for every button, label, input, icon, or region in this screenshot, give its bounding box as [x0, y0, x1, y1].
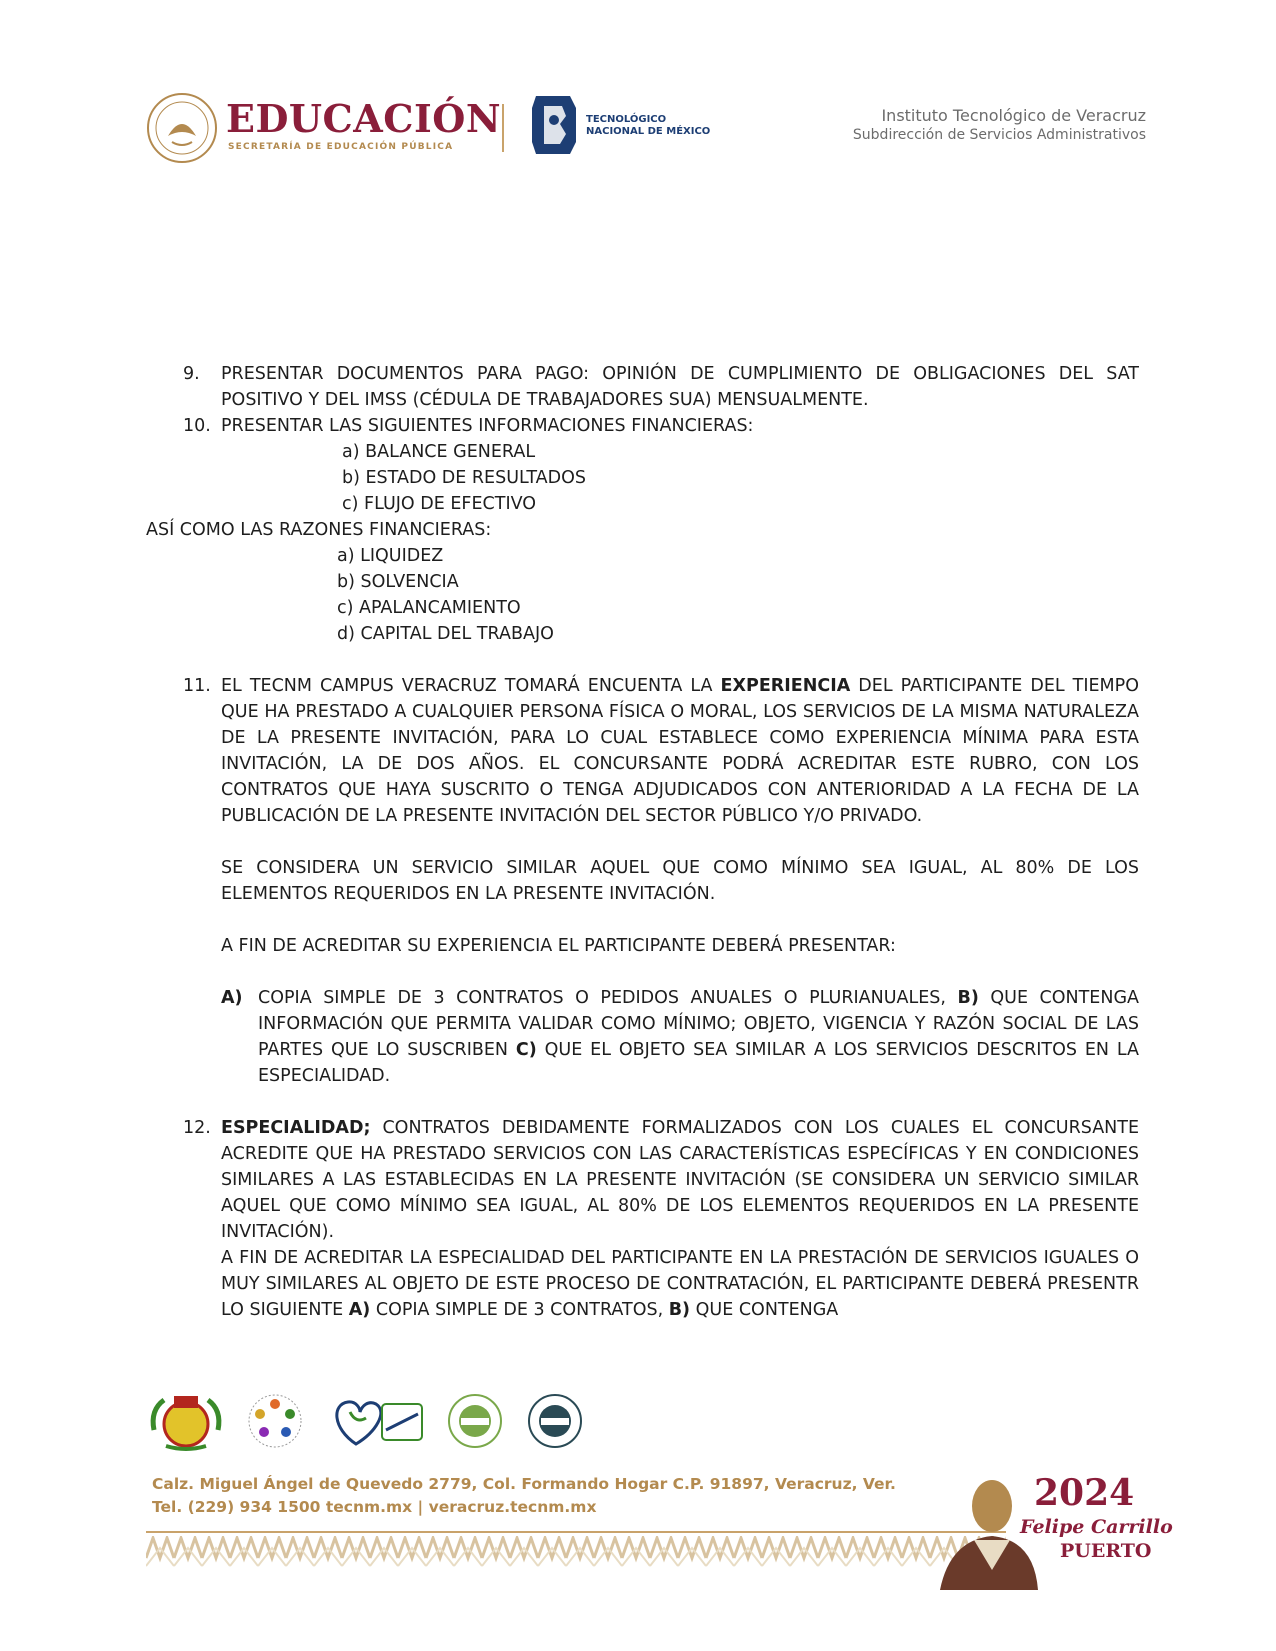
year-name-line2: PUERTO: [1060, 1540, 1152, 1562]
item-text: DEL PARTICIPANTE DEL TIEMPO QUE HA PRESTADO A CUALQUIER PERSONA FÍSICA O MORAL, LOS SERVICIOS DE LA MISMA NATURALEZA DE LA PRESENTE INVITACIÓN, PARA LO CUAL ESTABLECE COMO EXPERIENCIA MÍNIMA PARA ESTA INVITACIÓN, LA DE DOS AÑOS. EL CONCURSANTE PODRÁ ACREDITAR ESTE RUBRO, CON LOS CONTRATOS QUE HAYA SUSCRITO O TENGA ADJUDICADOS CON ANTERIORIDAD A LA FECHA DE LA PUBLICACIÓN DE LA PRESENTE INVITACIÓN DEL SECTOR PÚBLICO Y/O PRIVADO.: [221, 676, 1139, 826]
paragraph: A FIN DE ACREDITAR SU EXPERIENCIA EL PARTICIPANTE DEBERÁ PRESENTAR:: [221, 936, 896, 956]
item-text: EL TECNM CAMPUS VERACRUZ TOMARÁ ENCUENTA LA: [221, 676, 721, 696]
financial-statement: c) FLUJO DE EFECTIVO: [342, 494, 537, 514]
year-name-line1: Felipe Carrillo: [1020, 1516, 1173, 1538]
paragraph-text: COPIA SIMPLE DE 3 CONTRATOS,: [370, 1300, 669, 1320]
footer-address: Calz. Miguel Ángel de Quevedo 2779, Col. Formando Hogar C.P. 91897, Veracruz, Ver.: [152, 1475, 896, 1493]
spacer: [0, 647, 1276, 673]
tecnm-line2: NACIONAL DE MÉXICO: [586, 126, 711, 137]
bold-term: EXPERIENCIA: [720, 676, 851, 696]
plastic-free-icon: [326, 1390, 426, 1452]
paragraph: [0, 1245, 1139, 1323]
list-item-9: [0, 361, 1139, 413]
item-text: PRESENTAR LAS SIGUIENTES INFORMACIONES FINANCIERAS:: [221, 416, 754, 436]
bold-term: ESPECIALIDAD;: [221, 1118, 371, 1138]
spacer: [0, 907, 1276, 933]
financial-ratio: b) SOLVENCIA: [337, 572, 459, 592]
list-item-11: [0, 673, 1139, 829]
iso-14001-badge-icon: [446, 1390, 504, 1452]
item-text: CONTRATOS DEBIDAMENTE FORMALIZADOS CON LOS CUALES EL CONCURSANTE ACREDITE QUE HA PRESTADO SERVICIOS CON LAS CARACTERÍSTICAS ESPECÍFICAS Y EN CONDICIONES SIMILARES A LAS ESTABLECIDAS EN LA PRESENTE INVITACIÓN (SE CONSIDERA UN SERVICIO SIMILAR AQUEL QUE COMO MÍNIMO SEA IGUAL, AL 80% DE LOS ELEMENTOS REQUERIDOS EN LA PRESENTE INVITACIÓN).: [221, 1118, 1139, 1242]
ratios-intro: ASÍ COMO LAS RAZONES FINANCIERAS:: [146, 520, 492, 540]
page-header: [146, 86, 1146, 176]
itv-shield-icon: [146, 1390, 226, 1452]
certification-logos: [146, 1390, 666, 1452]
footer-phone-web: Tel. (229) 934 1500 tecnm.mx | veracruz.tecnm.mx: [152, 1498, 597, 1516]
spacer: [0, 959, 1276, 985]
item-number: 9.: [183, 364, 200, 384]
paragraph-text: QUE CONTENGA: [690, 1300, 839, 1320]
bold-letter: B): [957, 988, 979, 1008]
financial-ratio: c) APALANCAMIENTO: [337, 598, 521, 618]
item-number: 10.: [183, 416, 211, 436]
item-number: 11.: [183, 676, 211, 696]
tecnm-text: [586, 114, 710, 138]
sub-item-text: COPIA SIMPLE DE 3 CONTRATOS O PEDIDOS ANUALES O PLURIANUALES,: [258, 988, 958, 1008]
tecnm-logo-icon: [530, 90, 578, 160]
document-body: [0, 361, 1276, 1323]
list-item-10: [0, 413, 1139, 439]
financial-statement: a) BALANCE GENERAL: [342, 442, 536, 462]
list-item-12: [0, 1115, 1139, 1245]
iso-9001-badge-icon: [526, 1390, 584, 1452]
sub-item-text: QUE CONTENGA INFORMACIÓN QUE PERMITA VALIDAR COMO MÍNIMO; OBJETO, VIGENCIA Y RAZÓN SOCIAL DE LAS PARTES QUE LO SUSCRIBEN: [258, 988, 1139, 1060]
sub-item-a: [0, 985, 1139, 1089]
sub-item-text: QUE EL OBJETO SEA SIMILAR A LOS SERVICIOS DESCRITOS EN LA ESPECIALIDAD.: [258, 1040, 1139, 1086]
spacer: [0, 1089, 1276, 1115]
bold-letter: B): [668, 1300, 691, 1320]
financial-ratio: a) LIQUIDEZ: [337, 546, 444, 566]
financial-ratio: d) CAPITAL DEL TRABAJO: [337, 624, 554, 644]
institute-block: [853, 106, 1146, 144]
header-divider: [502, 104, 504, 152]
sub-item-letter: A): [221, 988, 243, 1008]
footer-contact: [152, 1473, 896, 1519]
equality-circle-icon: [244, 1390, 306, 1452]
education-title: EDUCACIÓN: [226, 96, 502, 141]
education-subtitle: SECRETARÍA DE EDUCACIÓN PÚBLICA: [228, 142, 454, 152]
mexico-seal-icon: [146, 92, 218, 164]
spacer: [0, 829, 1276, 855]
department-name: Subdirección de Servicios Administrativos: [852, 127, 1146, 143]
year-emblem: [930, 1470, 1173, 1590]
institute-name: Instituto Tecnológico de Veracruz: [881, 106, 1146, 125]
financial-statement: b) ESTADO DE RESULTADOS: [342, 468, 587, 488]
paragraph-text: A FIN DE ACREDITAR LA ESPECIALIDAD DEL PARTICIPANTE EN LA PRESTACIÓN DE SERVICIOS IGUALES O MUY SIMILARES AL OBJETO DE ESTE PROCESO DE CONTRATACIÓN, EL PARTICIPANTE DEBERÁ PRESENTR LO SIGUIENTE: [221, 1248, 1139, 1320]
item-number: 12.: [183, 1118, 211, 1138]
bold-letter: A): [348, 1300, 371, 1320]
paragraph: SE CONSIDERA UN SERVICIO SIMILAR AQUEL QUE COMO MÍNIMO SEA IGUAL, AL 80% DE LOS ELEMENTOS REQUERIDOS EN LA PRESENTE INVITACIÓN.: [221, 858, 1139, 904]
decorative-pattern-band: [146, 1528, 1006, 1570]
tecnm-line1: TECNOLÓGICO: [586, 114, 667, 125]
item-text: PRESENTAR DOCUMENTOS PARA PAGO: OPINIÓN DE CUMPLIMIENTO DE OBLIGACIONES DEL SAT POSITIVO Y DEL IMSS (CÉDULA DE TRABAJADORES SUA) MENSUALMENTE.: [221, 364, 1139, 410]
bold-letter: C): [515, 1040, 537, 1060]
year-number: 2024: [1034, 1472, 1135, 1514]
